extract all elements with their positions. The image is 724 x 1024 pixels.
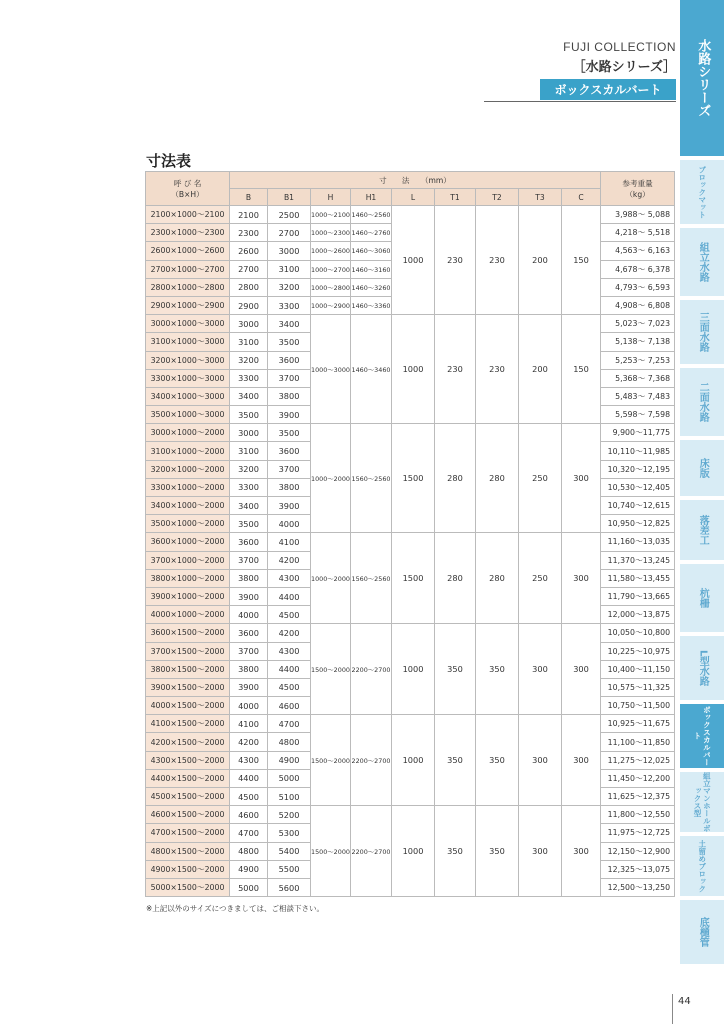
- table-row: [146, 206, 675, 224]
- b1-cell: 3100: [268, 260, 311, 278]
- b1-cell: 4800: [268, 733, 311, 751]
- h1-cell: 2200～2700: [351, 715, 392, 806]
- t3-cell: 300: [519, 715, 562, 806]
- b-cell: 4900: [230, 860, 268, 878]
- side-tab-label: 土留めブロック: [697, 839, 707, 893]
- h-cell: 1000～2600: [311, 242, 351, 260]
- h-cell: 1000～3000: [311, 315, 351, 424]
- b-cell: 3800: [230, 660, 268, 678]
- h1-cell: 2200～2700: [351, 624, 392, 715]
- weight-cell: 5,253～ 7,253: [601, 351, 675, 369]
- size-name-cell: 4900×1500～2000: [146, 860, 230, 878]
- t1-cell: 280: [435, 533, 476, 624]
- b1-cell: 3400: [268, 315, 311, 333]
- b-cell: 4000: [230, 697, 268, 715]
- t2-cell: 280: [476, 424, 519, 533]
- table-row: [146, 424, 675, 442]
- weight-cell: 5,368～ 7,368: [601, 369, 675, 387]
- b1-cell: 3900: [268, 497, 311, 515]
- side-tab[interactable]: [680, 0, 724, 156]
- size-name-cell: 3800×1500～2000: [146, 660, 230, 678]
- l-cell: 1000: [392, 715, 435, 806]
- table-row: [146, 624, 675, 642]
- weight-cell: 4,678～ 6,378: [601, 260, 675, 278]
- size-name-cell: 3200×1000～3000: [146, 351, 230, 369]
- brand-name: FUJI COLLECTION: [563, 40, 676, 54]
- b-cell: 3300: [230, 369, 268, 387]
- t1-cell: 230: [435, 206, 476, 315]
- weight-cell: 10,950～12,825: [601, 515, 675, 533]
- t2-cell: 230: [476, 206, 519, 315]
- product-badge: ボックスカルバート: [540, 79, 676, 100]
- t1-cell: 230: [435, 315, 476, 424]
- l-cell: 1000: [392, 806, 435, 897]
- b1-cell: 3700: [268, 460, 311, 478]
- weight-cell: 12,150～12,900: [601, 842, 675, 860]
- size-name-cell: 3100×1000～2000: [146, 442, 230, 460]
- b1-cell: 4900: [268, 751, 311, 769]
- t3-cell: 200: [519, 315, 562, 424]
- weight-cell: 10,925～11,675: [601, 715, 675, 733]
- weight-cell: 12,500～13,250: [601, 878, 675, 896]
- side-tab[interactable]: [680, 900, 724, 964]
- size-name-cell: 2900×1000～2900: [146, 296, 230, 314]
- side-tab[interactable]: [680, 368, 724, 436]
- side-tab[interactable]: [680, 500, 724, 560]
- c-cell: 150: [562, 315, 601, 424]
- h-cell: 1000～2700: [311, 260, 351, 278]
- weight-cell: 4,793～ 6,593: [601, 278, 675, 296]
- l-cell: 1000: [392, 206, 435, 315]
- size-name-cell: 3500×1000～3000: [146, 406, 230, 424]
- b1-cell: 4500: [268, 678, 311, 696]
- h1-cell: 1460～3460: [351, 315, 392, 424]
- weight-cell: 4,908～ 6,808: [601, 296, 675, 314]
- side-tab[interactable]: [680, 300, 724, 364]
- b-cell: 2800: [230, 278, 268, 296]
- weight-cell: 10,050～10,800: [601, 624, 675, 642]
- h-cell: 1500～2000: [311, 715, 351, 806]
- b1-cell: 2500: [268, 206, 311, 224]
- b-cell: 4400: [230, 769, 268, 787]
- b1-cell: 3500: [268, 333, 311, 351]
- t2-cell: 350: [476, 806, 519, 897]
- b-cell: 3200: [230, 460, 268, 478]
- b1-cell: 5100: [268, 788, 311, 806]
- size-name-cell: 3800×1000～2000: [146, 569, 230, 587]
- b1-cell: 4400: [268, 587, 311, 605]
- b-cell: 5000: [230, 878, 268, 896]
- b1-cell: 3700: [268, 369, 311, 387]
- weight-cell: 3,988～ 5,088: [601, 206, 675, 224]
- size-name-cell: 4000×1000～2000: [146, 606, 230, 624]
- t1-cell: 280: [435, 424, 476, 533]
- weight-cell: 10,740～12,615: [601, 497, 675, 515]
- b1-cell: 4400: [268, 660, 311, 678]
- b1-cell: 4200: [268, 624, 311, 642]
- b1-cell: 3000: [268, 242, 311, 260]
- b-cell: 2600: [230, 242, 268, 260]
- column-header: B1: [268, 189, 311, 206]
- size-name-cell: 2700×1000～2700: [146, 260, 230, 278]
- side-tab[interactable]: [680, 704, 724, 768]
- b-cell: 3000: [230, 315, 268, 333]
- side-tab-label: 二面水路: [697, 382, 709, 422]
- weight-cell: 11,800～12,550: [601, 806, 675, 824]
- l-cell: 1500: [392, 424, 435, 533]
- weight-cell: 4,563～ 6,163: [601, 242, 675, 260]
- weight-cell: 11,790～13,665: [601, 587, 675, 605]
- c-cell: 300: [562, 806, 601, 897]
- series-title: ［水路シリーズ］: [572, 60, 676, 75]
- size-name-cell: 3300×1000～3000: [146, 369, 230, 387]
- l-cell: 1500: [392, 533, 435, 624]
- b-cell: 2300: [230, 224, 268, 242]
- h1-cell: 1460～2760: [351, 224, 392, 242]
- b-cell: 3100: [230, 333, 268, 351]
- side-tab-label: ブロックマット: [697, 165, 707, 219]
- dimension-table: [145, 171, 675, 897]
- side-tab-label: ボックスカルバート: [693, 706, 712, 766]
- b-cell: 3500: [230, 406, 268, 424]
- weight-cell: 10,225～10,975: [601, 642, 675, 660]
- b-cell: 3600: [230, 533, 268, 551]
- size-name-cell: 4700×1500～2000: [146, 824, 230, 842]
- c-cell: 150: [562, 206, 601, 315]
- b-cell: 4600: [230, 806, 268, 824]
- weight-cell: 5,598～ 7,598: [601, 406, 675, 424]
- t1-cell: 350: [435, 715, 476, 806]
- side-tab[interactable]: [680, 636, 724, 700]
- b-cell: 4000: [230, 606, 268, 624]
- weight-cell: 5,138～ 7,138: [601, 333, 675, 351]
- b1-cell: 5200: [268, 806, 311, 824]
- b1-cell: 3200: [268, 278, 311, 296]
- size-name-cell: 4500×1500～2000: [146, 788, 230, 806]
- h1-cell: 1460～2560: [351, 206, 392, 224]
- side-tab-label: L型水路: [697, 649, 709, 687]
- b-cell: 3100: [230, 442, 268, 460]
- size-name-cell: 4800×1500～2000: [146, 842, 230, 860]
- size-name-cell: 3600×1500～2000: [146, 624, 230, 642]
- size-name-cell: 2800×1000～2800: [146, 278, 230, 296]
- side-tab-label: 底樋管: [697, 917, 709, 947]
- t2-cell: 230: [476, 315, 519, 424]
- table-row: [146, 533, 675, 551]
- side-tab-label: 組立水路: [697, 242, 709, 282]
- t3-cell: 300: [519, 806, 562, 897]
- weight-cell: 11,625～12,375: [601, 788, 675, 806]
- b1-cell: 3300: [268, 296, 311, 314]
- size-name-cell: 5000×1500～2000: [146, 878, 230, 896]
- size-name-cell: 2600×1000～2600: [146, 242, 230, 260]
- l-cell: 1000: [392, 315, 435, 424]
- b1-cell: 4500: [268, 606, 311, 624]
- size-name-cell: 3000×1000～2000: [146, 424, 230, 442]
- b-cell: 3900: [230, 587, 268, 605]
- b1-cell: 3500: [268, 424, 311, 442]
- side-tab-label: 杭柵: [697, 588, 709, 608]
- c-cell: 300: [562, 424, 601, 533]
- column-header: T1: [435, 189, 476, 206]
- t3-cell: 200: [519, 206, 562, 315]
- h1-cell: 2200～2700: [351, 806, 392, 897]
- side-tab[interactable]: [680, 772, 724, 832]
- b-cell: 2700: [230, 260, 268, 278]
- b-cell: 4200: [230, 733, 268, 751]
- size-name-cell: 3900×1500～2000: [146, 678, 230, 696]
- weight-cell: 5,023～ 7,023: [601, 315, 675, 333]
- side-tab[interactable]: [680, 228, 724, 296]
- column-header: T2: [476, 189, 519, 206]
- b1-cell: 4300: [268, 569, 311, 587]
- t2-cell: 350: [476, 624, 519, 715]
- header-weight: 参考重量 （kg）: [601, 172, 675, 206]
- b-cell: 3900: [230, 678, 268, 696]
- size-name-cell: 4200×1500～2000: [146, 733, 230, 751]
- t3-cell: 250: [519, 424, 562, 533]
- side-tab[interactable]: [680, 564, 724, 632]
- footnote: ※上記以外のサイズにつきましては、ご相談下さい。: [146, 904, 325, 913]
- b-cell: 3600: [230, 624, 268, 642]
- weight-cell: 11,160～13,035: [601, 533, 675, 551]
- column-header: T3: [519, 189, 562, 206]
- section-title: 寸法表: [146, 152, 192, 170]
- b1-cell: 5400: [268, 842, 311, 860]
- b-cell: 3400: [230, 497, 268, 515]
- c-cell: 300: [562, 715, 601, 806]
- page-number: 44: [678, 996, 691, 1007]
- t1-cell: 350: [435, 806, 476, 897]
- table-row: [146, 806, 675, 824]
- weight-cell: 12,000～13,875: [601, 606, 675, 624]
- weight-cell: 10,110～11,985: [601, 442, 675, 460]
- size-name-cell: 3900×1000～2000: [146, 587, 230, 605]
- b1-cell: 3800: [268, 387, 311, 405]
- h1-cell: 1460～3060: [351, 242, 392, 260]
- weight-cell: 11,370～13,245: [601, 551, 675, 569]
- h-cell: 1000～2000: [311, 533, 351, 624]
- b-cell: 3800: [230, 569, 268, 587]
- header-name: 呼 び 名 （B×H）: [146, 172, 230, 206]
- h1-cell: 1560～2560: [351, 533, 392, 624]
- size-name-cell: 3000×1000～3000: [146, 315, 230, 333]
- b1-cell: 3800: [268, 478, 311, 496]
- h-cell: 1500～2000: [311, 806, 351, 897]
- weight-cell: 11,975～12,725: [601, 824, 675, 842]
- header-divider: [484, 101, 676, 102]
- b-cell: 3400: [230, 387, 268, 405]
- c-cell: 300: [562, 533, 601, 624]
- h1-cell: 1460～3360: [351, 296, 392, 314]
- b1-cell: 3600: [268, 442, 311, 460]
- side-tab-label: 落差工: [697, 515, 709, 545]
- b-cell: 3300: [230, 478, 268, 496]
- table-row: [146, 315, 675, 333]
- weight-cell: 11,580～13,455: [601, 569, 675, 587]
- b1-cell: 4000: [268, 515, 311, 533]
- b1-cell: 4700: [268, 715, 311, 733]
- h1-cell: 1460～3160: [351, 260, 392, 278]
- weight-cell: 10,575～11,325: [601, 678, 675, 696]
- weight-cell: 5,483～ 7,483: [601, 387, 675, 405]
- size-name-cell: 3500×1000～2000: [146, 515, 230, 533]
- size-name-cell: 4300×1500～2000: [146, 751, 230, 769]
- h-cell: 1500～2000: [311, 624, 351, 715]
- side-tab-label: 三面水路: [697, 312, 709, 352]
- h1-cell: 1560～2560: [351, 424, 392, 533]
- b-cell: 4700: [230, 824, 268, 842]
- size-name-cell: 3600×1000～2000: [146, 533, 230, 551]
- b-cell: 3500: [230, 515, 268, 533]
- t2-cell: 280: [476, 533, 519, 624]
- weight-cell: 10,750～11,500: [601, 697, 675, 715]
- page-number-divider: [672, 994, 673, 1024]
- b1-cell: 3900: [268, 406, 311, 424]
- h1-cell: 1460～3260: [351, 278, 392, 296]
- b-cell: 2900: [230, 296, 268, 314]
- weight-cell: 12,325～13,075: [601, 860, 675, 878]
- h-cell: 1000～2300: [311, 224, 351, 242]
- weight-cell: 11,450～12,200: [601, 769, 675, 787]
- column-header: H: [311, 189, 351, 206]
- size-name-cell: 3400×1000～2000: [146, 497, 230, 515]
- size-name-cell: 3400×1000～3000: [146, 387, 230, 405]
- column-header: B: [230, 189, 268, 206]
- b-cell: 3000: [230, 424, 268, 442]
- b-cell: 4800: [230, 842, 268, 860]
- weight-cell: 11,275～12,025: [601, 751, 675, 769]
- side-tab[interactable]: [680, 160, 724, 224]
- size-name-cell: 2300×1000～2300: [146, 224, 230, 242]
- size-name-cell: 3700×1500～2000: [146, 642, 230, 660]
- b1-cell: 3600: [268, 351, 311, 369]
- b-cell: 2100: [230, 206, 268, 224]
- h-cell: 1000～2800: [311, 278, 351, 296]
- t1-cell: 350: [435, 624, 476, 715]
- b1-cell: 5600: [268, 878, 311, 896]
- t3-cell: 300: [519, 624, 562, 715]
- weight-cell: 10,530～12,405: [601, 478, 675, 496]
- b1-cell: 4300: [268, 642, 311, 660]
- t2-cell: 350: [476, 715, 519, 806]
- column-header: L: [392, 189, 435, 206]
- b-cell: 3700: [230, 551, 268, 569]
- size-name-cell: 4100×1500～2000: [146, 715, 230, 733]
- size-name-cell: 2100×1000～2100: [146, 206, 230, 224]
- weight-cell: 4,218～ 5,518: [601, 224, 675, 242]
- b-cell: 4300: [230, 751, 268, 769]
- column-header: H1: [351, 189, 392, 206]
- size-name-cell: 3100×1000～3000: [146, 333, 230, 351]
- b-cell: 4500: [230, 788, 268, 806]
- side-tab-label: 水路シリーズ: [695, 39, 711, 117]
- b-cell: 4100: [230, 715, 268, 733]
- h-cell: 1000～2000: [311, 424, 351, 533]
- weight-cell: 11,100～11,850: [601, 733, 675, 751]
- b-cell: 3700: [230, 642, 268, 660]
- size-name-cell: 4000×1500～2000: [146, 697, 230, 715]
- h-cell: 1000～2100: [311, 206, 351, 224]
- c-cell: 300: [562, 624, 601, 715]
- side-tab-label: 床版: [697, 458, 709, 478]
- weight-cell: 9,900～11,775: [601, 424, 675, 442]
- b1-cell: 4200: [268, 551, 311, 569]
- size-name-cell: 4400×1500～2000: [146, 769, 230, 787]
- b1-cell: 5500: [268, 860, 311, 878]
- header-dimensions: 寸 法 （mm）: [230, 172, 601, 189]
- weight-cell: 10,320～12,195: [601, 460, 675, 478]
- side-tab-label: 組立マンホールボックス型: [693, 772, 712, 832]
- b1-cell: 5300: [268, 824, 311, 842]
- side-tab[interactable]: [680, 440, 724, 496]
- table-row: [146, 715, 675, 733]
- b1-cell: 4100: [268, 533, 311, 551]
- l-cell: 1000: [392, 624, 435, 715]
- b-cell: 3200: [230, 351, 268, 369]
- page-header: [540, 40, 676, 100]
- size-name-cell: 3300×1000～2000: [146, 478, 230, 496]
- b1-cell: 2700: [268, 224, 311, 242]
- b1-cell: 4600: [268, 697, 311, 715]
- t3-cell: 250: [519, 533, 562, 624]
- size-name-cell: 3200×1000～2000: [146, 460, 230, 478]
- b1-cell: 5000: [268, 769, 311, 787]
- h-cell: 1000～2900: [311, 296, 351, 314]
- weight-cell: 10,400～11,150: [601, 660, 675, 678]
- size-name-cell: 3700×1000～2000: [146, 551, 230, 569]
- size-name-cell: 4600×1500～2000: [146, 806, 230, 824]
- column-header: C: [562, 189, 601, 206]
- side-tab[interactable]: [680, 836, 724, 896]
